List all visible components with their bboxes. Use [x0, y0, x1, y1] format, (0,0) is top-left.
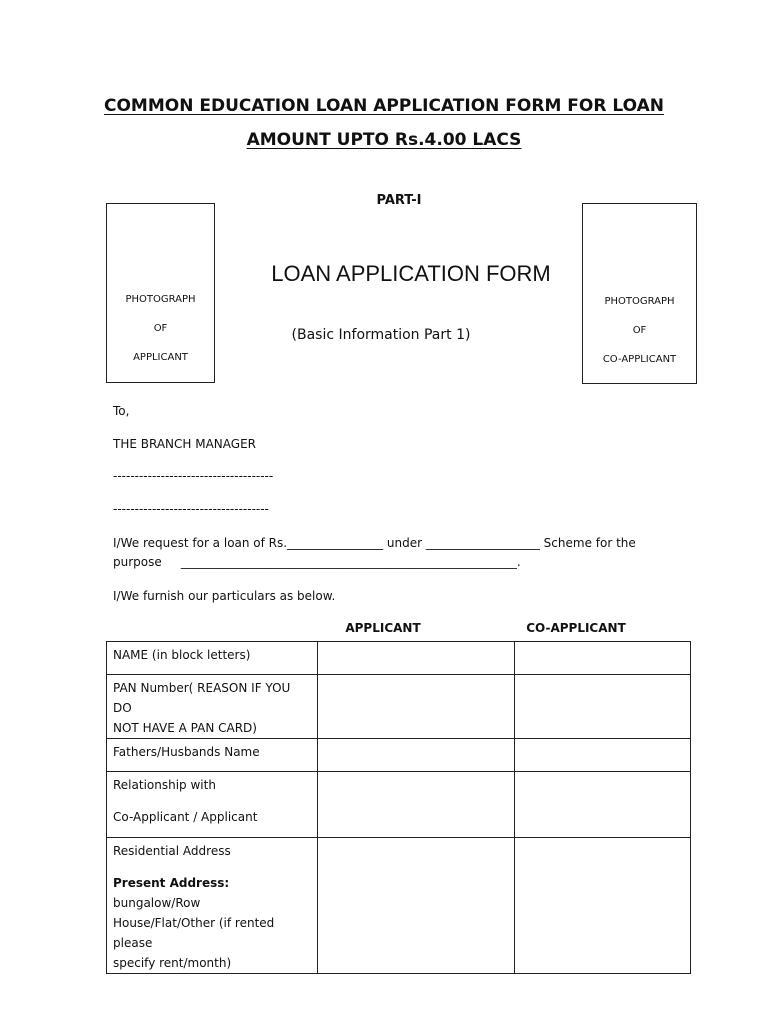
applicant-photo-label-line1: PHOTOGRAPH	[125, 294, 196, 305]
coapplicant-photo-label-line2: OF	[632, 325, 647, 336]
co-applicant-father-husband-cell[interactable]	[515, 739, 691, 772]
row-label-pan-line2: NOT HAVE A PAN CARD)	[113, 721, 257, 735]
row-label-present-address-line1	[113, 873, 311, 913]
table-row-residential-address	[107, 838, 691, 974]
form-main-title-line2: AMOUNT UPTO Rs.4.00 LACS	[246, 130, 522, 150]
furnish-particulars-text: I/We furnish our particulars as below.	[113, 589, 336, 603]
basic-information-subtitle: (Basic Information Part 1)	[291, 327, 471, 343]
row-label-cell	[107, 675, 318, 739]
column-header-co-applicant: CO-APPLICANT	[526, 621, 626, 635]
row-label-cell	[107, 838, 318, 974]
co-applicant-residential-address-cell[interactable]	[515, 838, 691, 974]
row-label-residential-address: Residential Address	[113, 844, 231, 858]
table-row-relationship	[107, 772, 691, 838]
table-row-father-husband	[107, 739, 691, 772]
salutation-to: To,	[113, 404, 130, 418]
applicant-name-cell[interactable]	[318, 642, 515, 675]
co-applicant-name-cell[interactable]	[515, 642, 691, 675]
row-label-relationship-line1: Relationship with	[113, 778, 216, 792]
row-label-present-address-line3: specify rent/month)	[113, 956, 232, 970]
column-header-applicant: APPLICANT	[345, 621, 421, 635]
row-label-cell	[107, 642, 318, 675]
row-label-name: NAME (in block letters)	[113, 648, 251, 662]
co-applicant-relationship-cell[interactable]	[515, 772, 691, 838]
present-address-bold-label: Present Address:	[113, 876, 230, 890]
applicant-relationship-cell[interactable]	[318, 772, 515, 838]
row-label-relationship-line2: Co-Applicant / Applicant	[113, 810, 258, 824]
loan-application-form-heading: LOAN APPLICATION FORM	[271, 261, 551, 286]
row-label-pan-line1: PAN Number( REASON IF YOU DO	[113, 681, 291, 715]
coapplicant-photo-box	[582, 203, 697, 384]
row-label-cell	[107, 772, 318, 838]
applicant-photo-box	[106, 203, 215, 383]
particulars-table	[106, 641, 691, 974]
applicant-father-husband-cell[interactable]	[318, 739, 515, 772]
part-label: PART-I	[376, 193, 422, 208]
coapplicant-photo-label-line1: PHOTOGRAPH	[604, 296, 675, 307]
form-main-title-line1: COMMON EDUCATION LOAN APPLICATION FORM FOR LOAN	[104, 96, 664, 116]
present-address-line1-rest: bungalow/Row	[113, 896, 201, 910]
row-label-cell	[107, 739, 318, 772]
recipient-branch-manager: THE BRANCH MANAGER	[113, 437, 256, 451]
row-label-father-husband: Fathers/Husbands Name	[113, 745, 260, 759]
loan-request-line-1: I/We request for a loan of Rs.________________ under ___________________ Scheme for the	[113, 536, 636, 550]
applicant-pan-cell[interactable]	[318, 675, 515, 739]
applicant-residential-address-cell[interactable]	[318, 838, 515, 974]
applicant-photo-label-line3: APPLICANT	[133, 352, 188, 363]
row-label-present-address-line2: House/Flat/Other (if rented please	[113, 916, 275, 950]
loan-request-line-2: purpose ________________________________________________________.	[113, 555, 521, 569]
table-row-name	[107, 642, 691, 675]
table-row-pan	[107, 675, 691, 739]
coapplicant-photo-label-line3: CO-APPLICANT	[602, 354, 677, 365]
co-applicant-pan-cell[interactable]	[515, 675, 691, 739]
applicant-photo-label-line2: OF	[153, 323, 168, 334]
address-blank-line-2: ------------------------------------	[113, 502, 269, 516]
address-blank-line-1: -------------------------------------	[113, 469, 274, 483]
